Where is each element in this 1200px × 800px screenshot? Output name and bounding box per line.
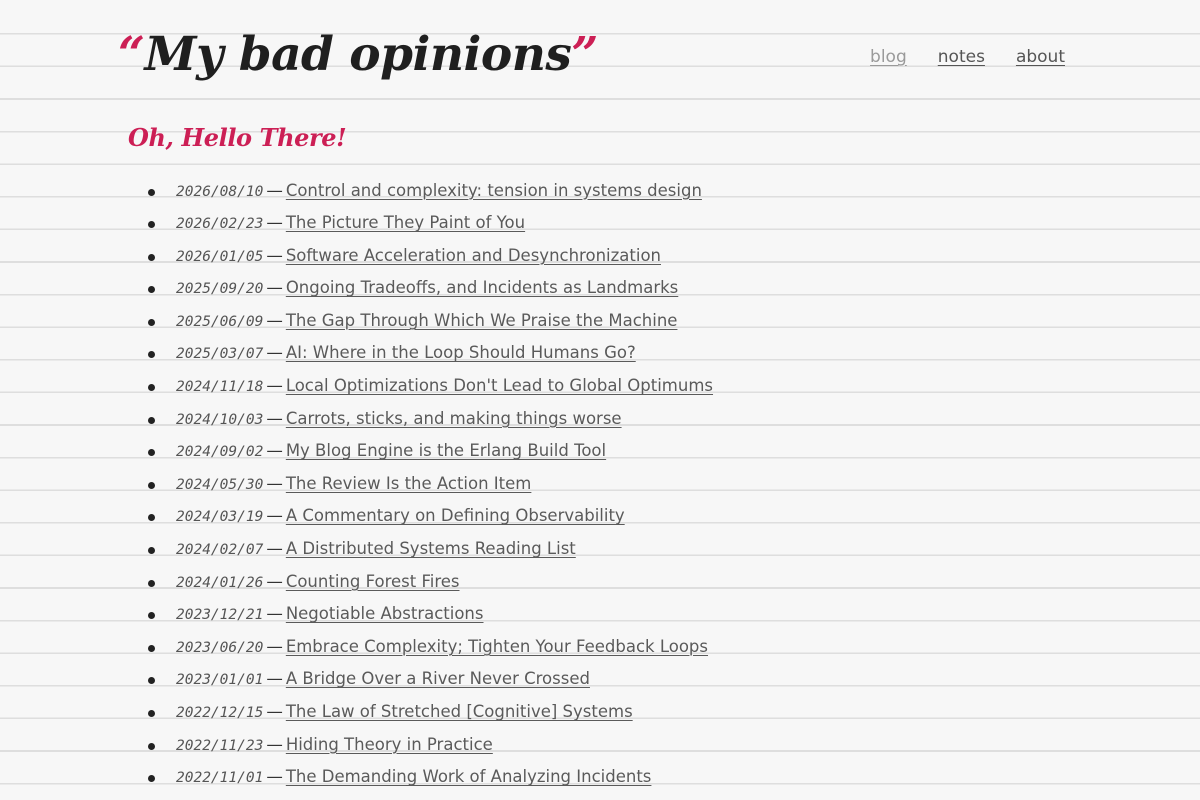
post-list-item bbox=[176, 566, 1076, 599]
bullet-icon bbox=[148, 482, 155, 489]
bullet-icon bbox=[148, 547, 155, 554]
post-list-item bbox=[176, 435, 1076, 468]
post-list-item bbox=[176, 370, 1076, 403]
post-separator: — bbox=[266, 310, 283, 330]
post-separator: — bbox=[266, 539, 283, 559]
post-title-link[interactable]: Embrace Complexity; Tighten Your Feedback Loops bbox=[285, 636, 709, 656]
post-separator: — bbox=[266, 473, 283, 493]
post-separator: — bbox=[266, 278, 283, 298]
title-open-quote: “ bbox=[118, 27, 145, 82]
post-title-link[interactable]: The Demanding Work of Analyzing Incidents bbox=[285, 767, 652, 787]
post-list-item bbox=[176, 337, 1076, 370]
page-heading: Oh, Hello There! bbox=[128, 123, 347, 152]
nav-about-link[interactable]: about bbox=[1015, 47, 1065, 67]
post-date: 2024/09/02 bbox=[176, 444, 264, 461]
bullet-icon bbox=[148, 417, 155, 424]
post-date: 2024/05/30 bbox=[176, 476, 264, 493]
bullet-icon bbox=[148, 384, 155, 391]
post-title-link[interactable]: The Review Is the Action Item bbox=[285, 473, 532, 493]
post-date: 2024/03/19 bbox=[176, 509, 264, 526]
post-title-link[interactable]: A Bridge Over a River Never Crossed bbox=[285, 669, 590, 689]
post-date: 2022/11/01 bbox=[176, 770, 264, 787]
title-close-quote: ” bbox=[571, 27, 598, 82]
post-separator: — bbox=[266, 767, 283, 787]
bullet-icon bbox=[148, 677, 155, 684]
bullet-icon bbox=[148, 580, 155, 587]
post-separator: — bbox=[266, 604, 283, 624]
bullet-icon bbox=[148, 775, 155, 782]
bullet-icon bbox=[148, 612, 155, 619]
post-title-link[interactable]: Negotiable Abstractions bbox=[285, 604, 484, 624]
post-title-link[interactable]: Carrots, sticks, and making things worse bbox=[285, 408, 622, 428]
post-date: 2024/02/07 bbox=[176, 542, 264, 559]
post-separator: — bbox=[266, 213, 283, 233]
post-title-link[interactable]: The Picture They Paint of You bbox=[285, 213, 526, 233]
post-list-item bbox=[176, 729, 1076, 762]
post-list-item bbox=[176, 500, 1076, 533]
post-title-link[interactable]: Local Optimizations Don't Lead to Global Optimums bbox=[285, 376, 714, 396]
nav-blog-link[interactable]: blog bbox=[870, 47, 907, 67]
bullet-icon bbox=[148, 449, 155, 456]
post-date: 2022/12/15 bbox=[176, 705, 264, 721]
post-date: 2023/12/21 bbox=[176, 607, 264, 624]
post-separator: — bbox=[266, 734, 283, 754]
post-list-item bbox=[176, 761, 1076, 794]
bullet-icon bbox=[148, 221, 155, 228]
post-title-link[interactable]: Control and complexity: tension in systems design bbox=[285, 180, 702, 200]
post-title-link[interactable]: Counting Forest Fires bbox=[285, 571, 460, 591]
post-list-item bbox=[176, 403, 1076, 436]
post-date: 2024/11/18 bbox=[176, 379, 264, 396]
post-date: 2026/02/23 bbox=[176, 216, 264, 233]
post-title-link[interactable]: The Gap Through Which We Praise the Machine bbox=[285, 310, 678, 330]
post-separator: — bbox=[266, 408, 283, 428]
post-title-link[interactable]: Software Acceleration and Desynchronization bbox=[285, 245, 661, 265]
post-title-link[interactable]: Hiding Theory in Practice bbox=[285, 734, 493, 754]
bullet-icon bbox=[148, 286, 155, 293]
bullet-icon bbox=[148, 514, 155, 521]
post-date: 2023/01/01 bbox=[176, 672, 264, 689]
post-list-item bbox=[176, 663, 1076, 696]
post-title-link[interactable]: My Blog Engine is the Erlang Build Tool bbox=[285, 441, 607, 461]
post-list-item bbox=[176, 207, 1076, 240]
post-date: 2025/03/07 bbox=[176, 346, 264, 363]
post-date: 2024/01/26 bbox=[176, 574, 264, 591]
post-date: 2024/10/03 bbox=[176, 411, 264, 428]
post-list-item bbox=[176, 175, 1076, 208]
post-list-item bbox=[176, 598, 1076, 631]
post-separator: — bbox=[266, 180, 283, 200]
post-separator: — bbox=[266, 571, 283, 591]
bullet-icon bbox=[148, 319, 155, 326]
post-separator: — bbox=[266, 441, 283, 461]
post-list-item bbox=[176, 240, 1076, 273]
post-date: 2026/08/10 bbox=[176, 183, 264, 200]
main-nav bbox=[870, 45, 1065, 69]
site-title-link[interactable]: My bad opinions bbox=[144, 27, 572, 82]
bullet-icon bbox=[148, 351, 155, 358]
nav-notes-link[interactable]: notes bbox=[937, 47, 985, 67]
post-title-link[interactable]: AI: Where in the Loop Should Humans Go? bbox=[285, 343, 636, 363]
post-date: 2026/01/05 bbox=[176, 248, 264, 265]
post-separator: — bbox=[266, 702, 283, 721]
post-date: 2025/06/09 bbox=[176, 313, 264, 330]
post-separator: — bbox=[266, 669, 283, 689]
post-separator: — bbox=[266, 343, 283, 363]
post-list-item bbox=[176, 272, 1076, 305]
bullet-icon bbox=[148, 743, 155, 750]
post-list bbox=[176, 175, 1076, 794]
post-title-link[interactable]: A Commentary on Defining Observability bbox=[285, 506, 625, 526]
post-separator: — bbox=[266, 636, 283, 656]
post-list-item bbox=[176, 631, 1076, 664]
bullet-icon bbox=[148, 710, 155, 717]
site-title bbox=[118, 24, 598, 86]
post-list-item bbox=[176, 533, 1076, 566]
post-date: 2023/06/20 bbox=[176, 639, 264, 656]
post-separator: — bbox=[266, 245, 283, 265]
bullet-icon bbox=[148, 645, 155, 652]
bullet-icon bbox=[148, 254, 155, 261]
post-title-link[interactable]: The Law of Stretched [Cognitive] Systems bbox=[285, 702, 633, 721]
post-separator: — bbox=[266, 376, 283, 396]
post-title-link[interactable]: Ongoing Tradeoffs, and Incidents as Landmarks bbox=[285, 278, 679, 298]
post-date: 2022/11/23 bbox=[176, 737, 264, 754]
post-title-link[interactable]: A Distributed Systems Reading List bbox=[285, 539, 576, 559]
bullet-icon bbox=[148, 189, 155, 196]
post-separator: — bbox=[266, 506, 283, 526]
site-header bbox=[0, 0, 1200, 100]
post-date: 2025/09/20 bbox=[176, 281, 264, 298]
post-list-item bbox=[176, 696, 1076, 729]
post-list-item bbox=[176, 468, 1076, 501]
post-list-item bbox=[176, 305, 1076, 338]
